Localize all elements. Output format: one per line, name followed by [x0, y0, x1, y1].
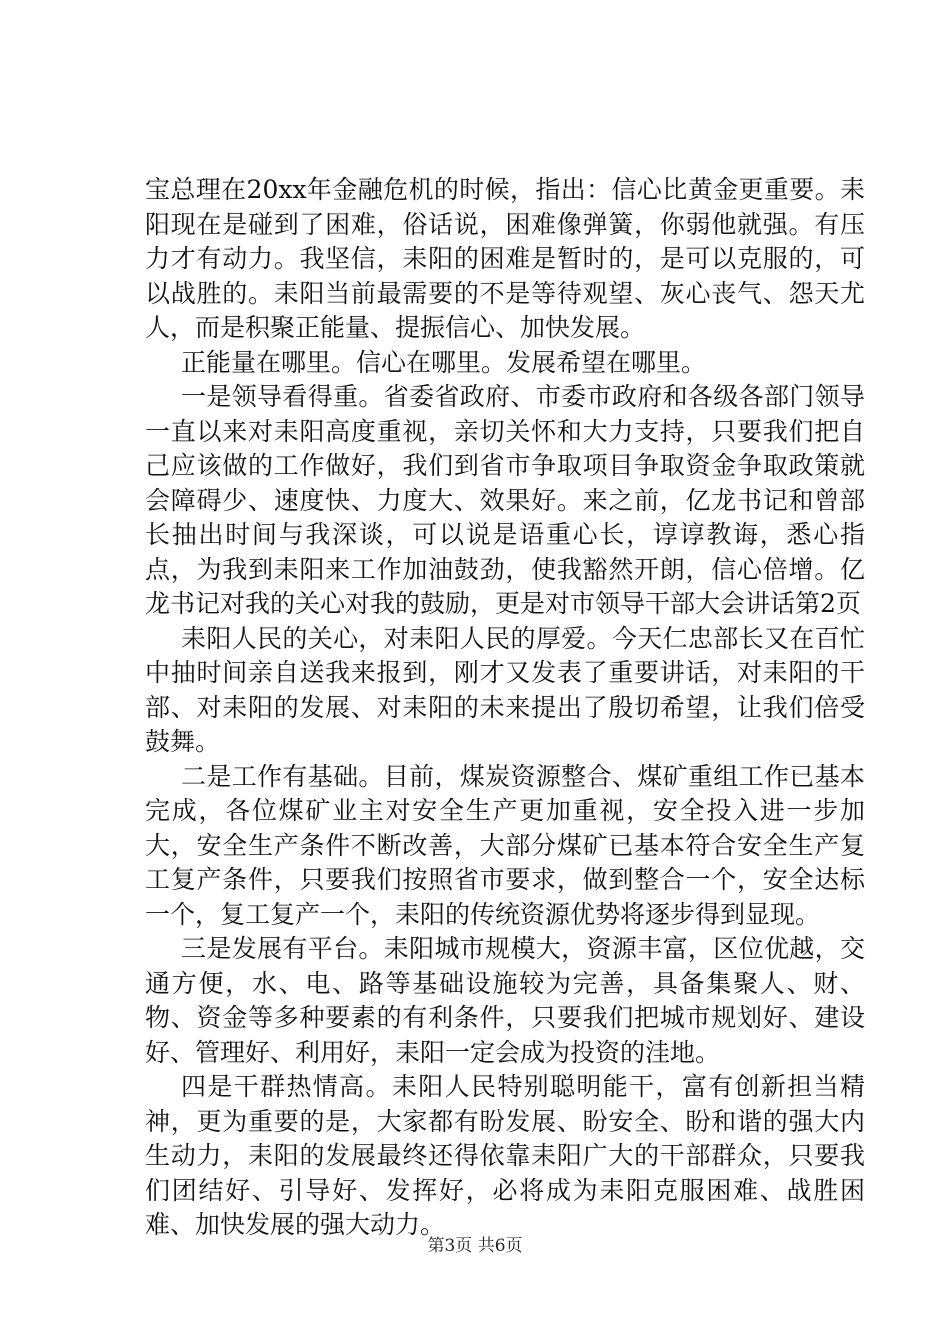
paragraph-5: 二是工作有基础。目前，煤炭资源整合、煤矿重组工作已基本完成，各位煤矿业主对安全生产更加重视，安全投入进一步加大，安全生产条件不断改善，大部分煤矿已基本符合安全生产复工复产条件，只要我们按照省市要求，做到整合一个，安全达标一个，复工复产一个，耒阳的传统资源优势将逐步得到显现。	[145, 761, 865, 929]
paragraph-7: 四是干群热情高。耒阳人民特别聪明能干，富有创新担当精神，更为重要的是，大家都有盼发展、盼安全、盼和谐的强大内生动力，耒阳的发展最终还得依靠耒阳广大的干部群众，只要我们团结好、引导好、发挥好，必将成为耒阳克服困难、战胜困难、加快发展的强大动力。	[145, 1072, 865, 1239]
body-text	[145, 173, 865, 1243]
paragraph-1: 宝总理在20xx年金融危机的时候，指出：信心比黄金更重要。耒阳现在是碰到了困难，俗话说，困难像弹簧，你弱他就强。有压力才有动力。我坚信，耒阳的困难是暂时的，是可以克服的，可以战胜的。耒阳当前最需要的不是等待观望、灰心丧气、怨天尤人，而是积聚正能量、提振信心、加快发展。	[145, 175, 865, 342]
page-footer: 第3页 共6页	[427, 1236, 523, 1256]
paragraph-4: 耒阳人民的关心，对耒阳人民的厚爱。今天仁忠部长又在百忙中抽时间亲自送我来报到，刚才又发表了重要讲话，对耒阳的干部、对耒阳的发展、对耒阳的未来提出了殷切希望，让我们倍受鼓舞。	[145, 623, 865, 756]
paragraph-6: 三是发展有平台。耒阳城市规模大，资源丰富，区位优越，交通方便，水、电、路等基础设施较为完善，具备集聚人、财、物、资金等多种要素的有利条件，只要我们把城市规划好、建设好、管理好、利用好，耒阳一定会成为投资的洼地。	[145, 934, 865, 1067]
paragraph-2: 正能量在哪里。信心在哪里。发展希望在哪里。	[181, 347, 707, 377]
paragraph-3: 一是领导看得重。省委省政府、市委市政府和各级各部门领导一直以来对耒阳高度重视，亲切关怀和大力支持，只要我们把自己应该做的工作做好，我们到省市争取项目争取资金争取政策就会障碍少、速度快、力度大、效果好。来之前，亿龙书记和曾部长抽出时间与我深谈，可以说是语重心长，谆谆教诲，悉心指点，为我到耒阳来工作加油鼓劲，使我豁然开朗，信心倍增。亿龙书记对我的关心对我的鼓励，更是对市领导干部大会讲话第2页	[145, 382, 865, 618]
